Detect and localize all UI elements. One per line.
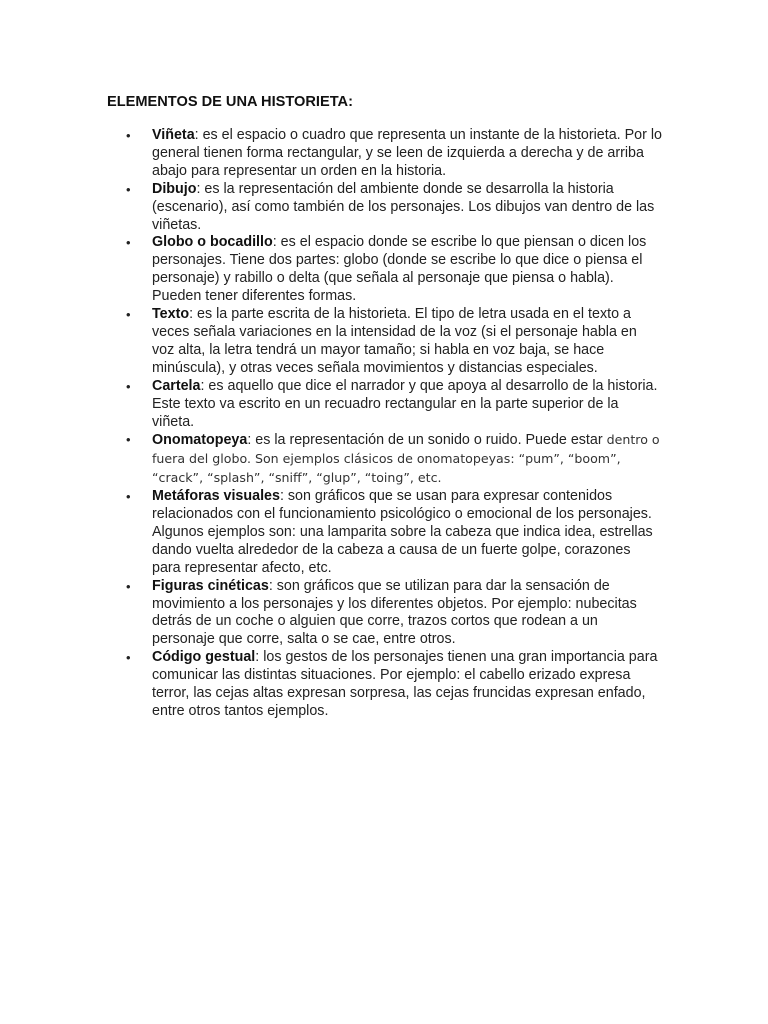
bullet-icon: •	[126, 378, 131, 394]
bullet-icon: •	[126, 578, 131, 594]
term-description: : son gráficos que se utilizan para dar la sensación de movimiento a los personajes y los diferentes objetos. Por ejemplo: nubecitas detrás de un coche o alguien que corre, trazos cortos que rodean a un personaje que corre, salta o se cae, entre otros.	[152, 577, 637, 648]
bullet-icon: •	[126, 489, 131, 505]
term-description: : los gestos de los personajes tienen una gran importancia para comunicar las distintas situaciones. Por ejemplo: el cabello erizado expresa terror, las cejas altas expresan sorpresa, las cejas fruncidas expresan enfado, entre otros tantos ejemplos.	[152, 649, 658, 719]
term-label: Figuras cinéticas	[152, 577, 269, 594]
term-description: : es la parte escrita de la historieta. El tipo de letra usada en el texto a veces señala variaciones en la intensidad de la voz (si el personaje habla en voz alta, la letra tendrá un mayor tamaño; si habla en voz baja, se hace minúscula), y otras veces señala movimientos y distancias especiales.	[152, 306, 637, 376]
list-item-dibujo	[126, 180, 662, 235]
list-item-metaforas	[126, 488, 662, 578]
bullet-icon: •	[126, 128, 131, 143]
term-label: Onomatopeya	[152, 432, 248, 449]
term-label: Globo o bocadillo	[152, 234, 273, 251]
term-description-continued: dentro o fuera del globo. Son ejemplos clásicos de onomatopeyas: “pum”, “boom”, “crack”, “splash”, “sniff”, “glup”, “toing”, etc.	[152, 432, 660, 486]
list-item-onomatopeya	[126, 431, 662, 488]
document-title: ELEMENTOS DE UNA HISTORIETA:	[107, 94, 353, 110]
bullet-icon: •	[126, 181, 131, 197]
term-description: : es la representación del ambiente donde se desarrolla la historia (escenario), así como también de los personajes. Los dibujos van dentro de las viñetas.	[152, 180, 655, 233]
elements-list	[126, 127, 662, 721]
list-item-figuras	[126, 577, 662, 650]
term-description: : son gráficos que se usan para expresar contenidos relacionados con el funcionamiento psicológico o emocional de los personajes. Algunos ejemplos son: una lamparita sobre la cabeza que indica idea, estrellas dando vuelta alrededor de la cabeza a causa de un fuerte golpe, corazones para representar afecto, etc.	[152, 488, 653, 576]
term-description: : es la representación de un sonido o ruido. Puede estar	[247, 432, 603, 449]
term-label: Dibujo	[152, 180, 197, 197]
bullet-icon: •	[126, 235, 131, 251]
list-item-globo	[126, 234, 662, 306]
term-label: Metáforas visuales	[152, 488, 280, 505]
bullet-icon: •	[126, 307, 131, 323]
term-label: Cartela	[152, 377, 201, 394]
term-description: : es el espacio donde se escribe lo que piensan o dicen los personajes. Tiene dos partes: globo (donde se escribe lo que dice o piensa el personaje) y rabillo o delta (que señala al personaje que piensa o habla). Pueden tener diferentes formas.	[152, 234, 647, 305]
term-label: Texto	[152, 306, 190, 323]
term-label: Código gestual	[152, 649, 256, 666]
list-item-cartela	[126, 377, 662, 432]
term-description: : es aquello que dice el narrador y que apoya al desarrollo de la historia. Este texto va escrito en un recuadro rectangular en la parte superior de la viñeta.	[152, 377, 658, 430]
list-item-texto	[126, 306, 662, 378]
term-description: : es el espacio o cuadro que representa un instante de la historieta. Por lo general tienen forma rectangular, y se leen de izquierda a derecha y de arriba abajo para representar un orden en la historia.	[152, 127, 662, 179]
list-item-codigo	[126, 649, 662, 721]
term-label: Viñeta	[152, 127, 195, 143]
list-item-vineta	[126, 127, 662, 181]
bullet-icon: •	[126, 432, 131, 448]
bullet-icon: •	[126, 650, 131, 666]
